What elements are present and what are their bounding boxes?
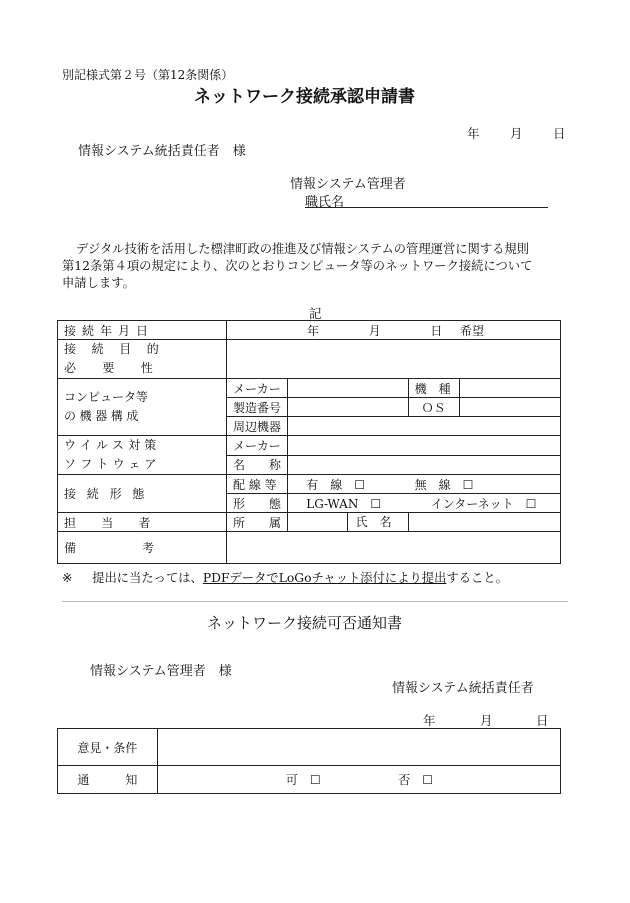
os-label: ＯＳ (408, 398, 459, 417)
note-post: すること。 (446, 571, 508, 585)
body-line-1: デジタル技術を活用した標津町政の推進及び情報システムの管理運営に関する規則 (76, 242, 530, 256)
date-value-year: 年 (307, 323, 320, 338)
opinion-field[interactable] (157, 729, 560, 766)
lgwan-checkbox[interactable]: LG-WAN ☐ (306, 496, 382, 511)
wiring-options[interactable] (288, 475, 561, 494)
opinion-label: 意見・条件 (58, 729, 158, 766)
wiring-label: 配 線 等 (227, 475, 288, 494)
notify-options[interactable] (157, 766, 560, 794)
notice-date-day: 日 (536, 713, 549, 728)
charge-label: 担当者 (58, 513, 227, 532)
remarks-label: 備考 (58, 532, 227, 564)
virus-name-field[interactable] (288, 455, 561, 475)
conn-label: 接続形態 (58, 475, 227, 513)
submission-note (62, 568, 508, 586)
wired-checkbox[interactable]: 有 線 ☐ (306, 477, 365, 492)
notice-table (57, 728, 561, 794)
remarks-field[interactable] (227, 532, 561, 564)
peripherals-field[interactable] (288, 417, 561, 436)
note-pre: 提出に当たっては、 (92, 571, 203, 585)
body-line-2: 第12条第４項の規定により、次のとおりコンピュータ等のネットワーク接続について (62, 259, 533, 273)
maker-label: メーカー (227, 379, 288, 398)
device-label: コンピュータ等 の機器構成 (58, 379, 227, 436)
date-value[interactable] (227, 321, 561, 340)
virus-name-label: 名 称 (227, 455, 288, 475)
form-options[interactable] (288, 494, 561, 513)
reject-checkbox[interactable]: 否 ☐ (398, 773, 433, 787)
note-underlined: PDFデータでLoGoチャット添付により提出 (202, 571, 447, 585)
purpose-field[interactable] (227, 340, 561, 379)
applicant-name-label: 職氏名 (305, 195, 345, 210)
dept-label: 所 属 (227, 513, 288, 532)
date-year: 年 (467, 126, 480, 141)
notify-label: 通 知 (58, 766, 158, 794)
application-table (57, 320, 561, 564)
form-id: 別記様式第２号（第12条関係） (62, 68, 234, 82)
name-field[interactable] (408, 513, 560, 532)
form-label: 形 態 (227, 494, 288, 513)
os-field[interactable] (459, 398, 560, 417)
date-value-day: 日 (430, 323, 443, 338)
date-label: 接続年月日 (58, 321, 227, 340)
date-month: 月 (510, 126, 523, 141)
purpose-label: 接続目的 必要性 (58, 340, 227, 379)
applicant-role: 情報システム管理者 (290, 177, 406, 192)
maker-field[interactable] (288, 379, 408, 398)
notice-addressee: 情報システム管理者 様 (90, 664, 232, 679)
addressee: 情報システム統括責任者 様 (78, 144, 246, 159)
virus-label: ウイルス対策 ソフトウェア (58, 436, 227, 475)
virus-maker-field[interactable] (288, 436, 561, 456)
page-title: ネットワーク接続承認申請書 (194, 87, 415, 107)
model-label: 機 種 (408, 379, 459, 398)
ki-mark: 記 (309, 306, 322, 321)
serial-field[interactable] (288, 398, 408, 417)
name-label: 氏 名 (355, 515, 392, 529)
dept-field[interactable] (288, 513, 408, 532)
note-mark: ※ (62, 571, 73, 585)
body-line-3: 申請します。 (62, 276, 135, 290)
applicant-name-field[interactable] (305, 191, 548, 208)
date-day: 日 (553, 126, 566, 141)
peripherals-label: 周辺機器 (227, 417, 288, 436)
virus-maker-label: メーカー (227, 436, 288, 456)
notice-date-year: 年 (423, 713, 436, 728)
date-value-month: 月 (368, 323, 381, 338)
approve-checkbox[interactable]: 可 ☐ (285, 773, 321, 787)
date-value-wish: 希望 (460, 323, 485, 338)
model-field[interactable] (459, 379, 560, 398)
section-divider (62, 601, 568, 602)
internet-checkbox[interactable]: インターネット ☐ (430, 496, 537, 511)
notice-title: ネットワーク接続可否通知書 (207, 614, 403, 632)
notice-date-month: 月 (480, 713, 493, 728)
wireless-checkbox[interactable]: 無 線 ☐ (414, 477, 474, 492)
serial-label: 製造番号 (227, 398, 288, 417)
notice-sender: 情報システム統括責任者 (392, 681, 534, 696)
